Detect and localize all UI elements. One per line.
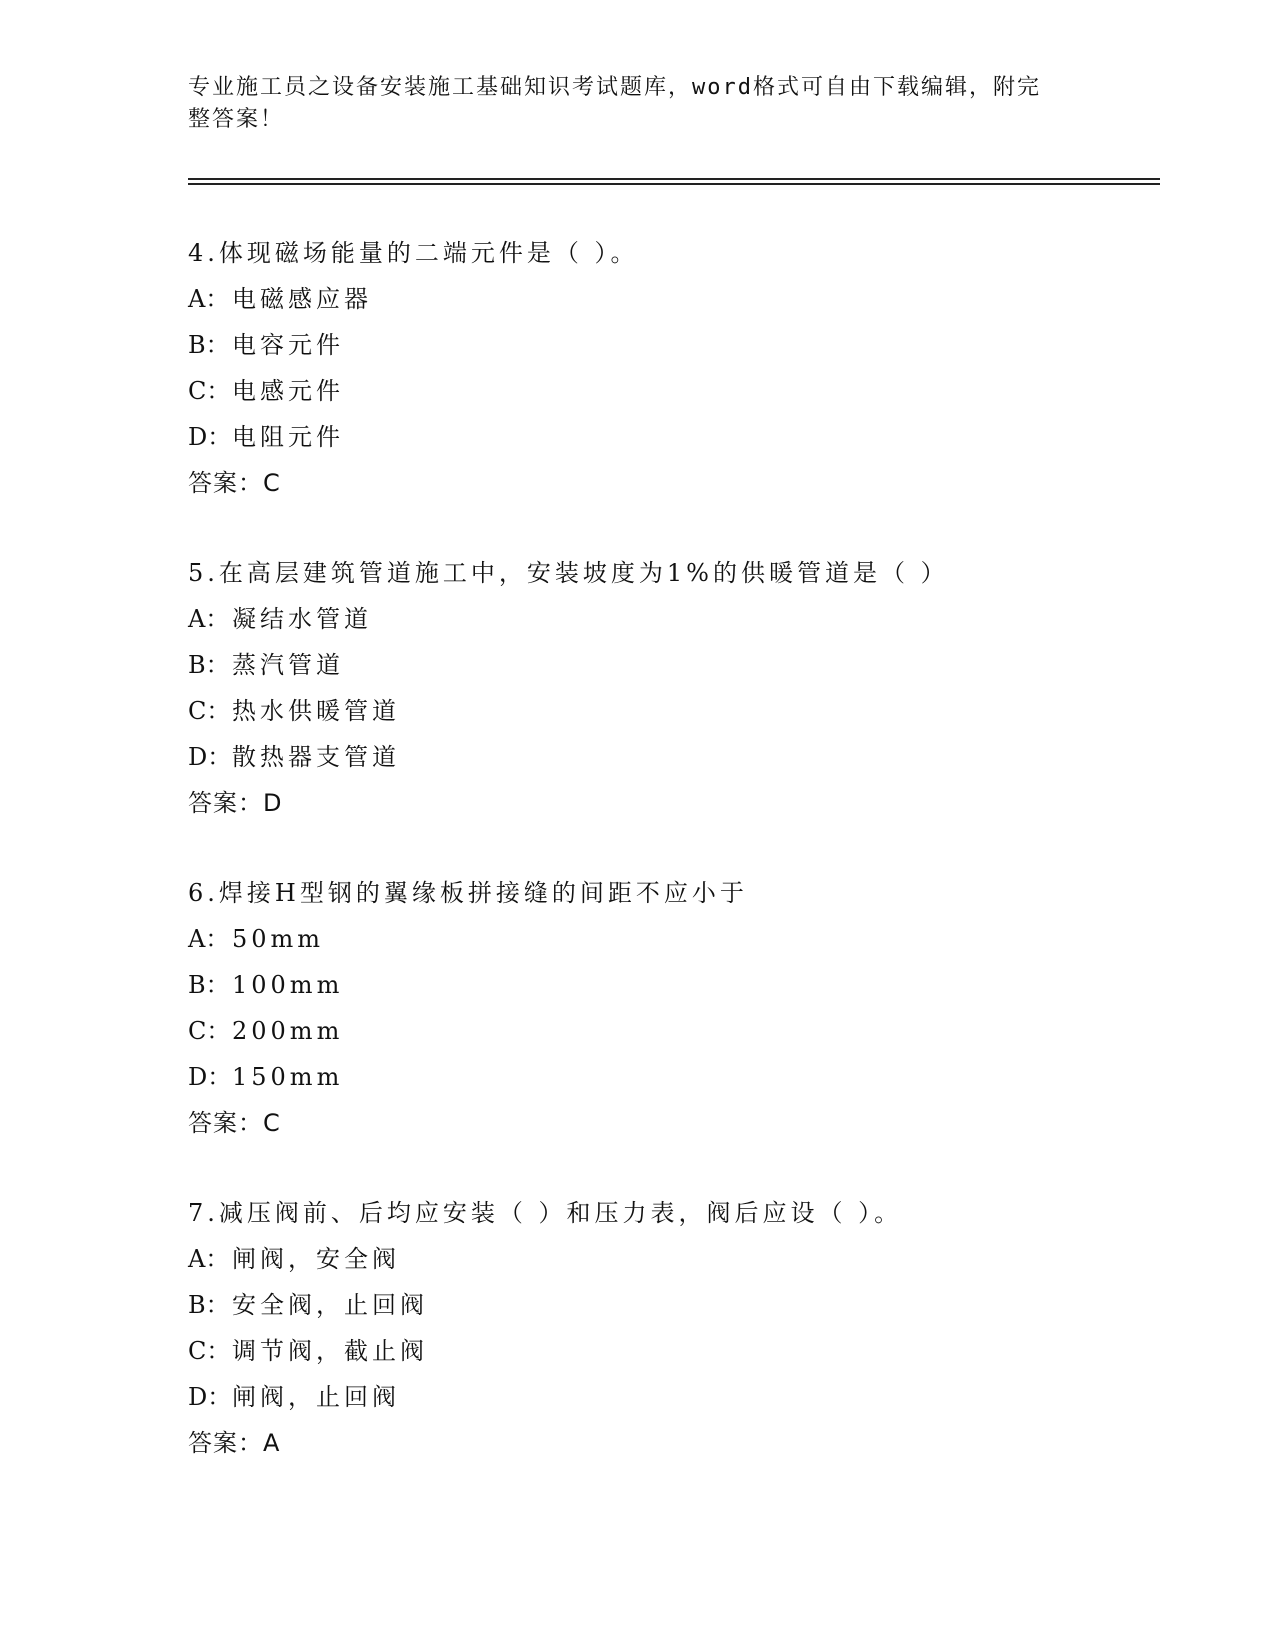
option-b — [188, 1282, 1148, 1328]
option-a — [188, 596, 1148, 642]
option-text: 100mm — [232, 971, 344, 999]
option-b — [188, 962, 1148, 1008]
option-c — [188, 368, 1148, 414]
question-block-5 — [188, 550, 1148, 826]
question-block-4 — [188, 230, 1148, 506]
option-key: C： — [188, 1017, 231, 1045]
answer-line: 答案：D — [188, 789, 283, 817]
option-text: 电磁感应器 — [232, 285, 372, 313]
option-text: 调节阀，截止阀 — [232, 1337, 428, 1365]
option-text: 凝结水管道 — [232, 605, 372, 633]
option-key: C： — [188, 1337, 231, 1365]
option-key: A： — [188, 1245, 230, 1273]
option-key: A： — [188, 925, 230, 953]
question-stem: 5.在高层建筑管道施工中，安装坡度为1%的供暖管道是（ ） — [188, 559, 949, 587]
header-line-2: 整答案！ — [188, 107, 285, 132]
option-key: A： — [188, 605, 230, 633]
option-text: 电阻元件 — [232, 423, 344, 451]
option-key: A： — [188, 285, 230, 313]
option-text: 蒸汽管道 — [232, 651, 344, 679]
option-key: B： — [188, 651, 230, 679]
answer-line: 答案：C — [188, 1109, 281, 1137]
option-key: B： — [188, 1291, 230, 1319]
question-stem: 7.减压阀前、后均应安装（ ）和压力表，阀后应设（ ）。 — [188, 1199, 903, 1227]
question-stem: 4.体现磁场能量的二端元件是（ ）。 — [188, 239, 639, 267]
option-text: 150mm — [232, 1063, 344, 1091]
header-divider-top — [188, 178, 1160, 180]
document-header — [188, 72, 1068, 136]
answer-line: 答案：A — [188, 1429, 281, 1457]
option-a — [188, 1236, 1148, 1282]
header-divider-bottom — [188, 183, 1160, 185]
option-d — [188, 1054, 1148, 1100]
question-block-7 — [188, 1190, 1148, 1466]
option-c — [188, 1328, 1148, 1374]
option-c — [188, 688, 1148, 734]
option-key: C： — [188, 377, 231, 405]
question-stem: 6.焊接H型钢的翼缘板拼接缝的间距不应小于 — [188, 879, 748, 907]
option-a — [188, 276, 1148, 322]
option-key: D： — [188, 1063, 232, 1091]
option-text: 闸阀，止回阀 — [232, 1383, 400, 1411]
option-text: 安全阀，止回阀 — [232, 1291, 428, 1319]
header-line-1: 专业施工员之设备安装施工基础知识考试题库，word格式可自由下载编辑，附完 — [188, 75, 1041, 100]
option-key: D： — [188, 423, 232, 451]
option-b — [188, 322, 1148, 368]
option-d — [188, 734, 1148, 780]
option-text: 电容元件 — [232, 331, 344, 359]
option-text: 电感元件 — [232, 377, 344, 405]
option-key: B： — [188, 971, 230, 999]
option-text: 热水供暖管道 — [232, 697, 400, 725]
option-key: B： — [188, 331, 230, 359]
option-a — [188, 916, 1148, 962]
option-d — [188, 414, 1148, 460]
option-text: 50mm — [232, 925, 325, 953]
option-d — [188, 1374, 1148, 1420]
option-c — [188, 1008, 1148, 1054]
question-block-6 — [188, 870, 1148, 1146]
option-text: 200mm — [232, 1017, 344, 1045]
option-text: 散热器支管道 — [232, 743, 400, 771]
option-b — [188, 642, 1148, 688]
option-key: C： — [188, 697, 231, 725]
option-text: 闸阀，安全阀 — [232, 1245, 400, 1273]
answer-line: 答案：C — [188, 469, 281, 497]
option-key: D： — [188, 1383, 232, 1411]
option-key: D： — [188, 743, 232, 771]
